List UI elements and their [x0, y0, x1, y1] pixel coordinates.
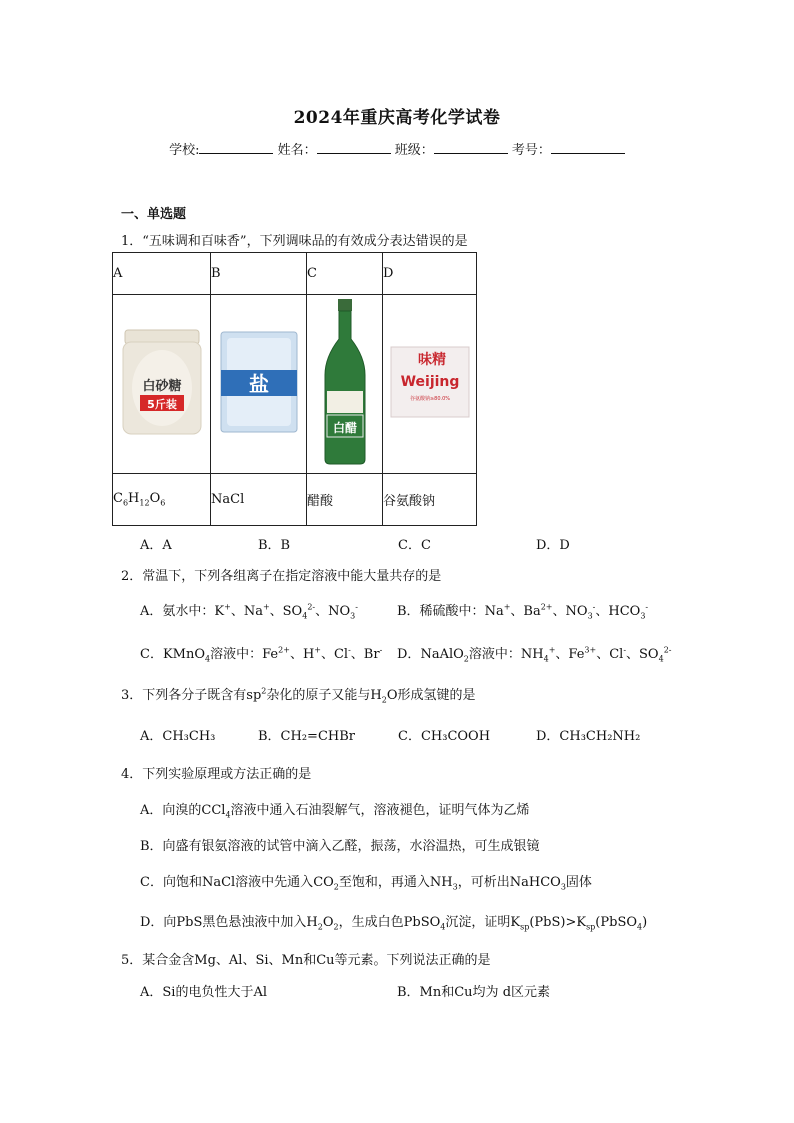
- exam-title: 2024年重庆高考化学试卷: [293, 108, 501, 128]
- q2-option-b[interactable]: B．稀硫酸中：Na+、$Ba^{2+}$、$NO_3^-$、$HCO_3^-$: [397, 602, 649, 621]
- salt-label: 盐: [248, 372, 269, 396]
- q1-image-a-cell: [113, 295, 211, 474]
- q1-header-a: A: [113, 253, 211, 295]
- q4-option-b[interactable]: B．向盛有银氨溶液的试管中滴入乙醛，振荡，水浴温热，可生成银镜: [140, 839, 540, 854]
- q1-image-d-cell: [383, 295, 477, 474]
- msg-package-image: [390, 346, 470, 418]
- student-info-line: [0, 139, 794, 158]
- q1-header-b: B: [211, 253, 307, 295]
- section-heading: 一、单选题: [121, 207, 187, 222]
- q4-stem: 4．下列实验原理或方法正确的是: [121, 767, 312, 782]
- q4-option-a[interactable]: A．向溴的CCl$_4$溶液中通入石油裂解气，溶液褪色，证明气体为乙烯: [140, 803, 530, 820]
- q2-option-a[interactable]: A．氨水中：K+、Na+、$SO_4^{2-}$、$NO_3^-$: [140, 602, 358, 621]
- q3-option-a[interactable]: A．CH₃CH₃: [140, 729, 216, 744]
- q1-formula-c: 醋酸: [307, 474, 383, 526]
- msg-title: 味精: [417, 352, 446, 368]
- q3-option-b[interactable]: B．CH₂=CHBr: [258, 729, 355, 744]
- vinegar-label: 白醋: [332, 421, 357, 435]
- q3-stem: 3．下列各分子既含有$sp^2$杂化的原子又能与$H_2O$形成氢键的是: [121, 686, 476, 705]
- q5-stem: 5．某合金含Mg、Al、Si、Mn和Cu等元素。下列说法正确的是: [121, 953, 491, 968]
- q5-option-a[interactable]: A．Si的电负性大于Al: [140, 985, 267, 1000]
- q1-stem: 1．“五味调和百味香”，下列调味品的有效成分表达错误的是: [121, 234, 468, 249]
- vinegar-bottle-image: [323, 299, 367, 465]
- number-blank[interactable]: [551, 141, 625, 154]
- sugar-badge: 5斤装: [146, 398, 177, 411]
- sugar-jar-image: [121, 328, 203, 436]
- q3-option-c[interactable]: C．CH₃COOH: [398, 729, 491, 744]
- school-blank[interactable]: [199, 141, 273, 154]
- q1-header-d: D: [383, 253, 477, 295]
- msg-note: 谷氨酸钠≥80.0%: [409, 396, 450, 402]
- msg-brand: Weijing: [400, 374, 459, 390]
- q1-formula-b: NaCl: [211, 474, 307, 526]
- q1-option-b[interactable]: B．B: [258, 538, 291, 553]
- q5-option-b[interactable]: B．Mn和Cu均为 d区元素: [397, 985, 551, 1000]
- q3-option-d[interactable]: D．CH₃CH₂NH₂: [536, 729, 641, 744]
- q2-option-c[interactable]: C．KMnO$_4$溶液中：$Fe^{2+}$、H+、Cl-、Br-: [140, 645, 383, 664]
- q1-image-b-cell: [211, 295, 307, 474]
- name-blank[interactable]: [317, 141, 391, 154]
- q1-formula-d: 谷氨酸钠: [383, 474, 477, 526]
- q1-formula-a: $C_6H_{12}O_6$: [113, 474, 211, 526]
- school-label: 学校:: [169, 143, 200, 158]
- q1-option-a[interactable]: A．A: [140, 538, 172, 553]
- number-label: 考号：: [511, 143, 551, 158]
- q2-option-d[interactable]: D．NaAlO$_2$溶液中：$NH_4^+$、$Fe^{3+}$、Cl-、$SO_4^{2-}$: [397, 645, 672, 664]
- class-blank[interactable]: [434, 141, 508, 154]
- q1-option-d[interactable]: D．D: [536, 538, 570, 553]
- salt-bag-image: [219, 330, 299, 434]
- sugar-label: 白砂糖: [141, 379, 182, 394]
- q1-image-c-cell: [307, 295, 383, 474]
- q1-table: [112, 252, 477, 526]
- q1-header-c: C: [307, 253, 383, 295]
- class-label: 班级：: [394, 143, 434, 158]
- q1-option-c[interactable]: C．C: [398, 538, 431, 553]
- q4-option-c[interactable]: C．向饱和NaCl溶液中先通入$CO_2$至饱和，再通入$NH_3$，可析出NaHCO$_3$固体: [140, 875, 592, 892]
- q4-option-d[interactable]: D．向PbS黑色悬浊液中加入$H_2O_2$，生成白色PbSO$_4$沉淀，证明$K_{sp}(PbS)>K_{sp}(PbSO_4)$: [140, 915, 648, 932]
- name-label: 姓名：: [277, 143, 317, 158]
- q2-stem: 2．常温下，下列各组离子在指定溶液中能大量共存的是: [121, 569, 442, 584]
